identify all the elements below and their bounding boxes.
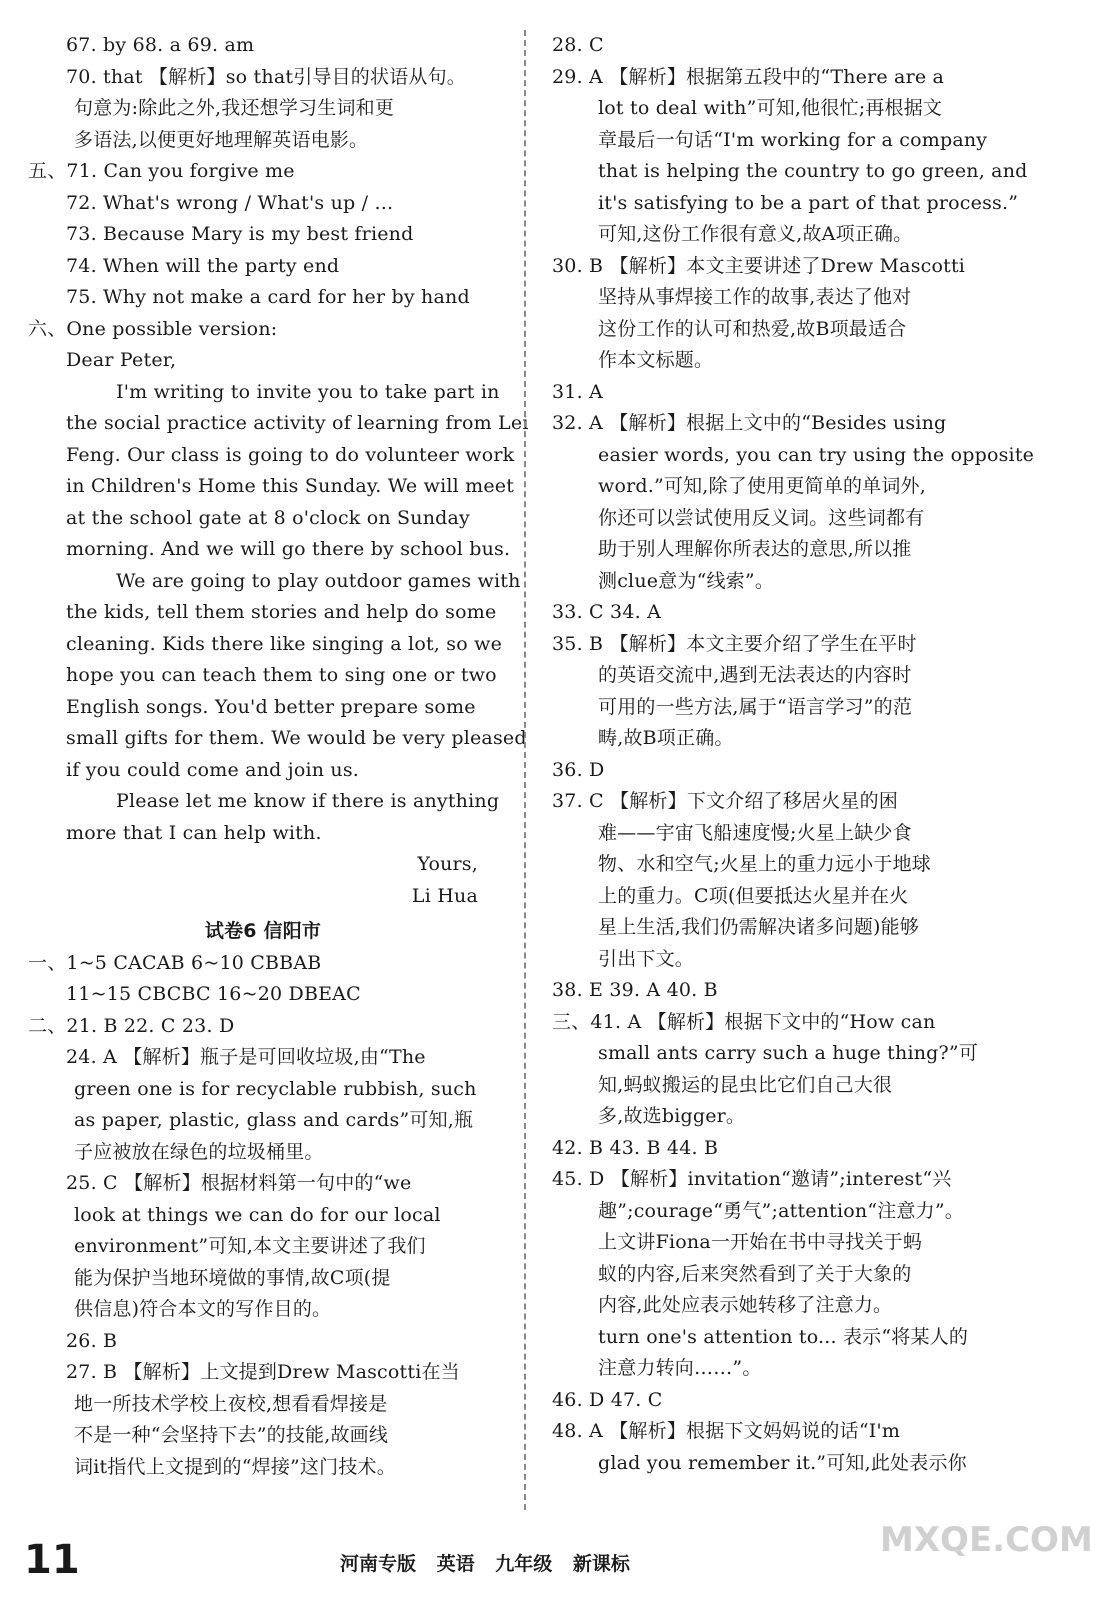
right-column-line: 三、41. A 【解析】根据下文中的“How can: [552, 1010, 936, 1033]
right-column-line: 可知,这份工作很有意义,故A项正确。: [598, 223, 913, 245]
left-column-line: if you could come and join us.: [66, 758, 360, 781]
right-column-line: 上文讲Fiona一开始在书中寻找关于蚂: [598, 1231, 923, 1253]
left-column-line: 73. Because Mary is my best friend: [66, 223, 414, 245]
right-column-line: 畴,故B项正确。: [598, 727, 734, 749]
right-column-line: 你还可以尝试使用反义词。这些词都有: [598, 506, 925, 529]
right-column-line: 章最后一句话“I'm working for a company: [598, 128, 988, 151]
left-column-line: more that I can help with.: [66, 821, 322, 844]
right-column-line: turn one's attention to... 表示“将某人的: [598, 1325, 969, 1348]
right-column-line: 趣”;courage“勇气”;attention“注意力”。: [598, 1199, 964, 1222]
right-column-line: 42. B 43. B 44. B: [552, 1136, 719, 1159]
right-column-line: 多,故选bigger。: [598, 1105, 746, 1127]
left-column-line: 70. that 【解析】so that引导目的状语从句。: [66, 65, 466, 88]
right-column-line: word.”可知,除了使用更简单的单词外,: [598, 475, 926, 497]
right-column-line: 36. D: [552, 758, 605, 781]
left-column-line: 27. B 【解析】上文提到Drew Mascotti在当: [66, 1361, 460, 1383]
left-column-line: 74. When will the party end: [66, 254, 340, 277]
left-column-line: 词it指代上文提到的“焊接”这门技术。: [74, 1455, 396, 1478]
left-column-line: 供信息)符合本文的写作目的。: [74, 1298, 332, 1320]
left-column-line: hope you can teach them to sing one or two: [66, 664, 497, 686]
right-column-line: 坚持从事焊接工作的故事,表达了他对: [598, 286, 912, 308]
right-column-line: 难——宇宙飞船速度慢;火星上缺少食: [598, 821, 912, 844]
left-column-line: 地一所技术学校上夜校,想看看焊接是: [74, 1392, 388, 1415]
right-column-line: 30. B 【解析】本文主要讲述了Drew Mascotti: [552, 254, 966, 277]
right-column-line: 作本文标题。: [598, 349, 714, 371]
left-column-line: at the school gate at 8 o'clock on Sunday: [66, 506, 470, 529]
left-column-line: as paper, plastic, glass and cards”可知,瓶: [74, 1109, 474, 1131]
left-column-line: green one is for recyclable rubbish, such: [74, 1077, 477, 1100]
left-column-line: 不是一种“会坚持下去”的技能,故画线: [74, 1424, 389, 1446]
left-column-line: 能为保护当地环境做的事情,故C项(提: [74, 1266, 391, 1289]
left-column-line: the social practice activity of learning from Lei: [66, 412, 529, 434]
right-column-line: easier words, you can try using the opposite: [598, 443, 1035, 466]
column-divider: [524, 30, 526, 1510]
left-column-line: Yours,: [417, 853, 478, 875]
left-column: [28, 30, 529, 1483]
right-column-line: 31. A: [552, 380, 603, 403]
left-column-line: Li Hua: [411, 884, 478, 907]
left-column-line: environment”可知,本文主要讲述了我们: [74, 1235, 426, 1257]
left-column-line: 25. C 【解析】根据材料第一句中的“we: [66, 1172, 412, 1194]
left-column-line: look at things we can do for our local: [74, 1203, 441, 1226]
left-column-line: Dear Peter,: [66, 349, 177, 371]
left-column-line: 26. B: [66, 1329, 118, 1352]
watermark-logo: MXQE.COM: [880, 1520, 1093, 1560]
right-column-line: 37. C 【解析】下文介绍了移居火星的困: [552, 790, 899, 812]
right-column-line: 45. D 【解析】invitation“邀请”;interest“兴: [552, 1168, 952, 1190]
left-column-line: in Children's Home this Sunday. We will meet: [66, 475, 515, 497]
right-column-line: 内容,此处应表示她转移了注意力。: [598, 1294, 893, 1316]
right-column-line: glad you remember it.”可知,此处表示你: [598, 1451, 967, 1474]
right-column-line: small ants carry such a huge thing?”可: [598, 1042, 979, 1064]
left-column-line: 75. Why not make a card for her by hand: [66, 286, 470, 308]
left-column-line: cleaning. Kids there like singing a lot, so we: [66, 632, 503, 655]
right-column-line: 33. C 34. A: [552, 601, 662, 623]
left-column-line: 67. by 68. a 69. am: [66, 34, 255, 56]
right-column-line: 48. A 【解析】根据下文妈妈说的话“I'm: [552, 1420, 901, 1442]
left-column-line: 多语法,以便更好地理解英语电影。: [74, 128, 369, 151]
left-column-line: 五、71. Can you forgive me: [28, 160, 295, 182]
right-column-line: 38. E 39. A 40. B: [552, 979, 718, 1001]
page-number: 11: [24, 1537, 80, 1583]
left-column-line: We are going to play outdoor games with: [116, 569, 521, 592]
left-column-line: I'm writing to invite you to take part in: [116, 380, 500, 403]
right-column-line: that is helping the country to go green, and: [598, 160, 1028, 182]
right-column-line: 46. D 47. C: [552, 1388, 663, 1411]
left-column-line: Please let me know if there is anything: [116, 790, 500, 812]
left-column-line: 句意为:除此之外,我还想学习生词和更: [74, 97, 395, 119]
right-column-line: it's satisfying to be a part of that process.”: [598, 191, 1019, 214]
left-column-line: Feng. Our class is going to do volunteer work: [66, 443, 515, 466]
left-column-line: 11~15 CBCBC 16~20 DBEAC: [66, 983, 361, 1005]
right-column-line: lot to deal with”可知,他很忙;再根据文: [598, 97, 943, 119]
left-column-line: morning. And we will go there by school bus.: [66, 538, 511, 560]
right-column-line: 注意力转向……”。: [598, 1357, 762, 1379]
right-column-line: 引出下文。: [598, 947, 695, 970]
left-column-line: 子应被放在绿色的垃圾桶里。: [74, 1140, 324, 1163]
left-column-line: 24. A 【解析】瓶子是可回收垃圾,由“The: [66, 1046, 426, 1068]
right-column-line: 35. B 【解析】本文主要介绍了学生在平时: [552, 632, 917, 655]
right-column-line: 这份工作的认可和热爱,故B项最适合: [598, 317, 907, 340]
right-column-line: 上的重力。C项(但要抵达火星并在火: [598, 884, 909, 907]
right-column: [552, 30, 1035, 1479]
right-column-line: 蚁的内容,后来突然看到了关于大象的: [598, 1262, 912, 1285]
right-column-line: 的英语交流中,遇到无法表达的内容时: [598, 664, 912, 686]
left-column-line: English songs. You'd better prepare some: [66, 695, 476, 718]
left-column-line: 二、21. B 22. C 23. D: [28, 1014, 235, 1037]
left-column-line: small gifts for them. We would be very pleased: [66, 727, 527, 749]
left-column-line: 72. What's wrong / What's up / ...: [66, 191, 394, 214]
right-column-line: 物、水和空气;火星上的重力远小于地球: [598, 853, 932, 875]
footer-edition-text: 河南专版 英语 九年级 新课标: [340, 1553, 630, 1575]
right-column-line: 28. C: [552, 34, 604, 56]
left-column-line: 一、1~5 CACAB 6~10 CBBAB: [28, 951, 322, 974]
right-column-line: 可用的一些方法,属于“语言学习”的范: [598, 695, 913, 718]
left-column-line: the kids, tell them stories and help do some: [66, 601, 497, 623]
right-column-line: 星上生活,我们仍需解决诸多问题)能够: [598, 916, 920, 938]
left-column-line: 六、One possible version:: [28, 317, 278, 340]
right-column-line: 32. A 【解析】根据上文中的“Besides using: [552, 412, 947, 434]
right-column-line: 知,蚂蚁搬运的昆虫比它们自己大很: [598, 1073, 893, 1096]
right-column-line: 助于别人理解你所表达的意思,所以推: [598, 538, 912, 560]
left-column-line: 试卷6 信阳市: [204, 920, 322, 942]
right-column-line: 测clue意为“线索”。: [598, 569, 775, 592]
right-column-line: 29. A 【解析】根据第五段中的“There are a: [552, 65, 945, 88]
